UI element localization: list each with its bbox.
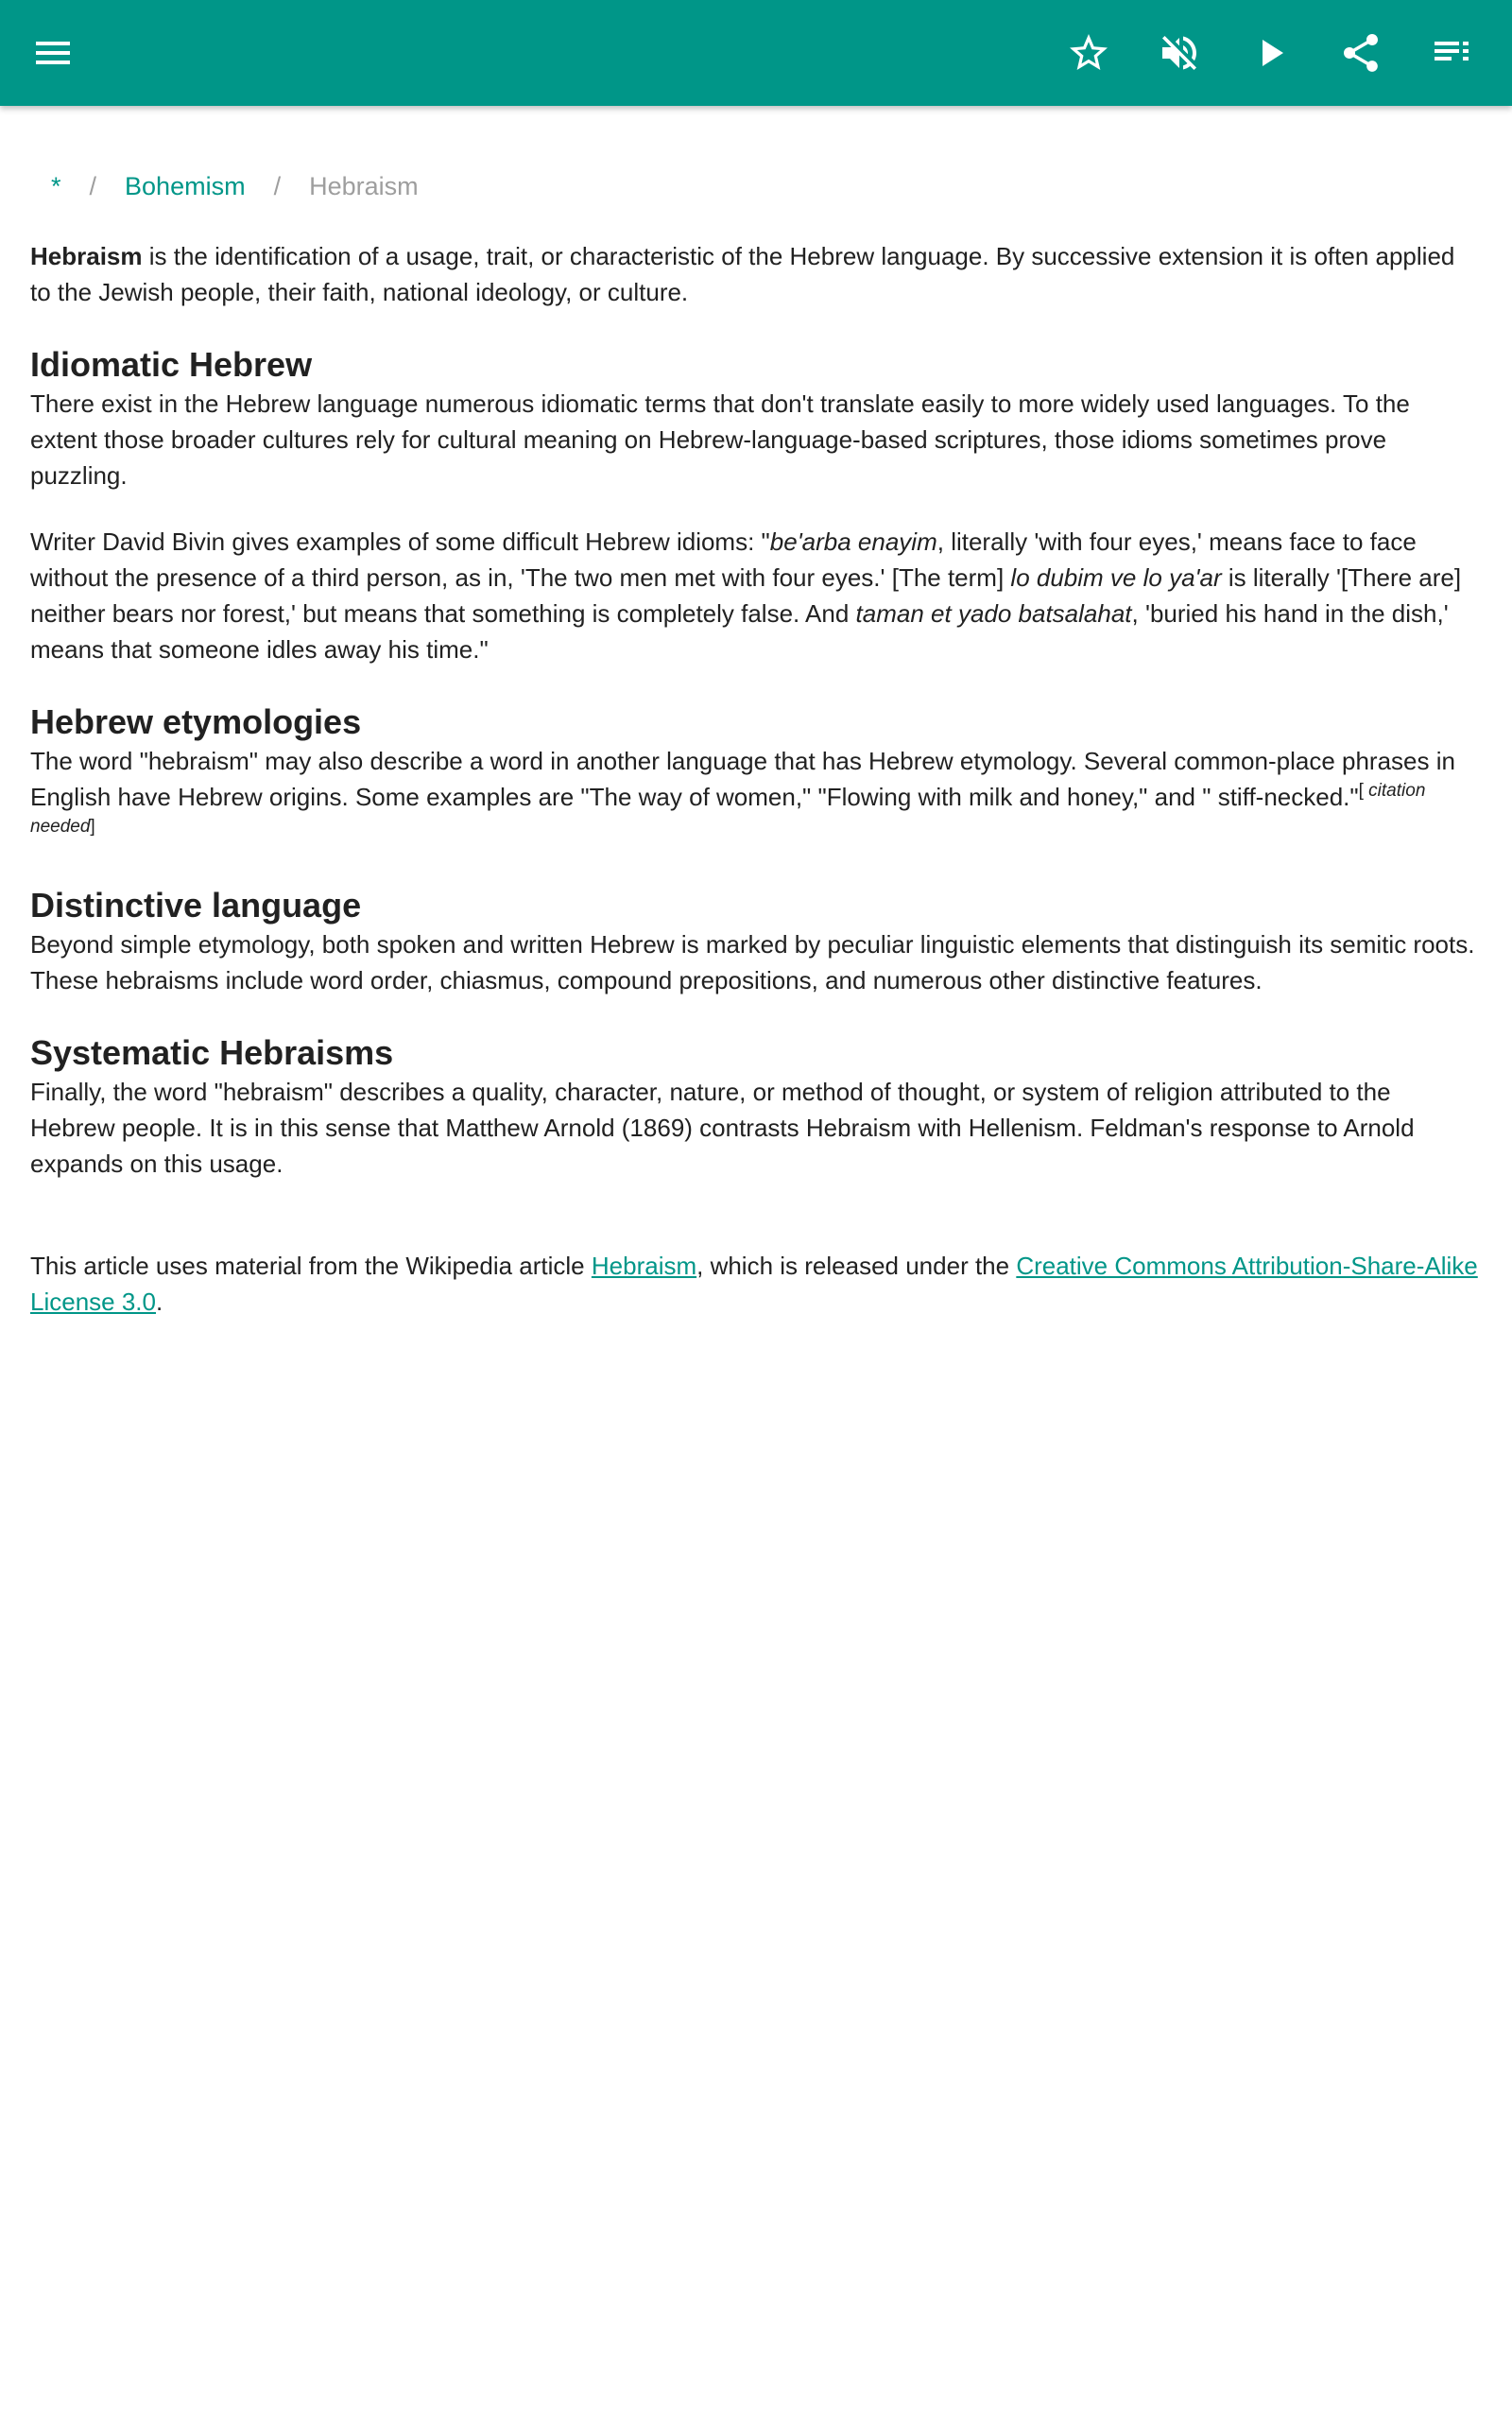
toc-button[interactable] — [1406, 0, 1497, 106]
intro-paragraph — [30, 238, 1482, 310]
volume-off-icon — [1157, 30, 1202, 76]
section-paragraph: There exist in the Hebrew language numerous idiomatic terms that don't translate easily to more widely used languages. To the extent those broader cultures rely for cultural meaning on Hebrew-language-based scriptures, those idioms sometimes prove puzzling. — [30, 389, 1410, 490]
section-heading: Idiomatic Hebrew — [30, 345, 313, 384]
intro-text: is the identification of a usage, trait, or characteristic of the Hebrew language. By successive extension it is often applied to the Jewish people, their faith, national ideology, or culture. — [30, 242, 1455, 306]
share-button[interactable] — [1315, 0, 1406, 106]
text-run: , 'buried his hand in the dish,' means that someone idles away his time." — [30, 599, 1449, 664]
text-run: The word "hebraism" may also describe a word in another language that has Hebrew etymology. Several common-place phrases in English have Hebrew origins. Some examples are "The way of women," "Flowing with milk and honey," and " stiff-necked." — [30, 747, 1455, 811]
section-paragraph — [30, 743, 1482, 851]
text-run: is literally '[There are] neither bears nor forest,' but means that something is completely false. And — [30, 563, 1462, 628]
text-run: , which is released under the — [696, 1252, 1017, 1280]
hamburger-menu-icon — [30, 30, 76, 76]
section-paragraph: Beyond simple etymology, both spoken and written Hebrew is marked by peculiar linguistic elements that distinguish its semitic roots. These hebraisms include word order, chiasmus, compound prepositions, and numerous other distinctive features. — [30, 930, 1475, 994]
idioms-paragraph — [30, 524, 1482, 667]
citation-text: citation needed — [30, 781, 1426, 837]
toolbar-actions — [1043, 0, 1497, 106]
section-heading: Systematic Hebraisms — [30, 1033, 394, 1072]
breadcrumb-parent-link[interactable]: Bohemism — [125, 171, 246, 200]
share-icon — [1338, 30, 1383, 76]
idiom-term: lo dubim ve lo ya'ar — [1010, 563, 1222, 592]
citation-bracket: [ — [1358, 781, 1364, 801]
citation-bracket: ] — [90, 817, 95, 837]
section-heading: Hebrew etymologies — [30, 702, 362, 741]
breadcrumb-separator: / — [273, 171, 282, 200]
playlist-icon — [1429, 30, 1474, 76]
section-heading: Distinctive language — [30, 886, 362, 925]
breadcrumb-current: Hebraism — [309, 171, 419, 200]
mute-button[interactable] — [1134, 0, 1225, 106]
idiom-term: be'arba enayim — [769, 527, 937, 556]
breadcrumb-root-link[interactable]: * — [51, 171, 61, 200]
text-run: . — [155, 1288, 163, 1316]
star-outline-icon — [1066, 30, 1111, 76]
text-run: This article uses material from the Wikipedia article — [30, 1252, 592, 1280]
app-toolbar — [0, 0, 1512, 106]
text-run: , literally 'with four eyes,' means face to face without the presence of a third person, as in, 'The two men met with four eyes.' [The term] — [30, 527, 1417, 592]
text-run: Writer David Bivin gives examples of some difficult Hebrew idioms: " — [30, 527, 770, 556]
article-content — [30, 151, 1482, 1320]
menu-button[interactable] — [8, 0, 98, 106]
breadcrumb — [51, 151, 1482, 221]
favorite-button[interactable] — [1043, 0, 1134, 106]
license-link[interactable]: Creative Commons Attribution-Share-Alike License 3.0 — [30, 1252, 1478, 1316]
breadcrumb-separator: / — [89, 171, 97, 200]
play-icon — [1247, 30, 1293, 76]
play-button[interactable] — [1225, 0, 1315, 106]
idiom-term: taman et yado batsalahat — [855, 599, 1132, 628]
attribution-paragraph — [30, 1248, 1482, 1320]
section-paragraph: Finally, the word "hebraism" describes a quality, character, nature, or method of thought, or system of religion attributed to the Hebrew people. It is in this sense that Matthew Arnold (1869) contrasts Hebraism with Hellenism. Feldman's response to Arnold expands on this usage. — [30, 1078, 1415, 1178]
wikipedia-article-link[interactable]: Hebraism — [591, 1252, 697, 1280]
intro-term: Hebraism — [30, 242, 143, 270]
